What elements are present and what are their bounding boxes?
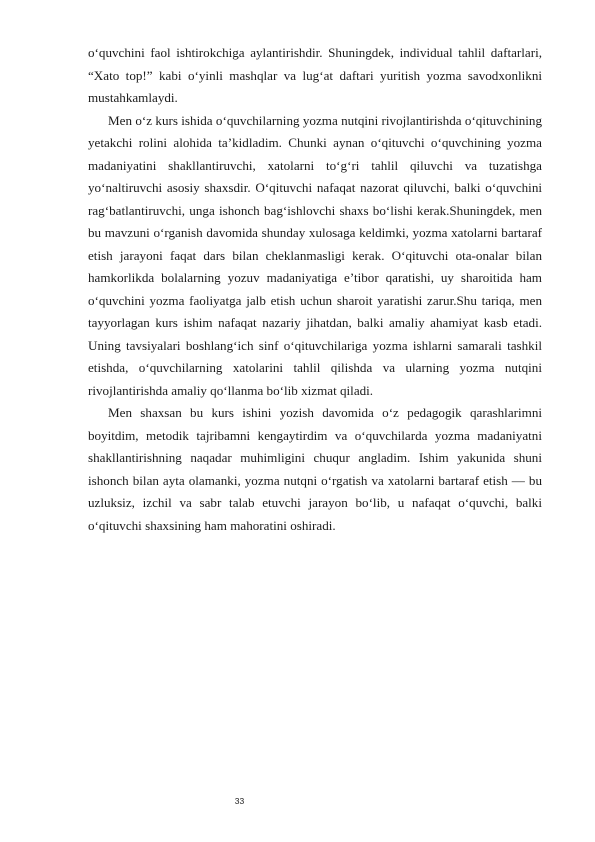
paragraph-conclusion: Men shaxsan bu kurs ishini yozish davomida o‘z pedagogik qarashlarimni boyitdim, metodik tajribamni kengaytirdim va o‘quvchilarda yozma madaniyatni shakllantirishning naqadar muhimligini chuqur angladim. Ishim yakunida shuni ishonch bilan ayta olamanki, yozma nutqni o‘rgatish va xatolarni bartaraf etish — bu uzluksiz, izchil va sabr talab etuvchi jarayon bo‘lib, u nafaqat o‘quvchi, balki o‘qituvchi shaxsining ham mahoratini oshiradi.: [88, 405, 542, 533]
page-number-footer: [0, 796, 595, 806]
body-text: [88, 42, 542, 537]
paragraph-teacher-role: Men o‘z kurs ishida o‘quvchilarning yozma nutqini rivojlantirishda o‘qituvchining yetakchi rolini alohida ta’kidladim. Chunki aynan o‘qituvchi o‘quvchining yozma madaniyatini shakllantiruvchi, xatolarni to‘g‘ri tahlil qiluvchi va tuzatishga yo‘naltiruvchi asosiy shaxsdir. O‘qituvchi nafaqat nazorat qiluvchi, balki o‘quvchini rag‘batlantiruvchi, unga ishonch bag‘ishlovchi shaxs bo‘lishi kerak.Shuningdek, men bu mavzuni o‘rganish davomida shunday xulosaga keldimki, yozma xatolarni bartaraf etish jarayoni faqat dars bilan cheklanmasligi kerak. O‘qituvchi ota-onalar bilan hamkorlikda bolalarning yozuv madaniyatiga e’tibor qaratishi, uy sharoitida ham o‘quvchini yozma faoliyatga jalb etish uchun sharoit yaratishi zarur.Shu tariqa, men tayyorlagan kurs ishim nafaqat nazariy jihatdan, balki amaliy ahamiyat kasb etadi. Uning tavsiyalari boshlang‘ich sinf o‘qituvchilariga yozma ishlarni samarali tashkil etishda, o‘quvchilarning xatolarini tahlil qilishda va ularning yozma nutqini rivojlantirishda amaliy qo‘llanma bo‘lib xizmat qiladi.: [88, 112, 542, 398]
page-number: 33: [234, 796, 245, 806]
paragraph-continuation: o‘quvchini faol ishtirokchiga aylantirishdir. Shuningdek, individual tahlil daftarlari, “Xato top!” kabi o‘yinli mashqlar va lug‘at daftari yuritish yozma savodxonlikni mustahkamlaydi.: [88, 45, 542, 105]
